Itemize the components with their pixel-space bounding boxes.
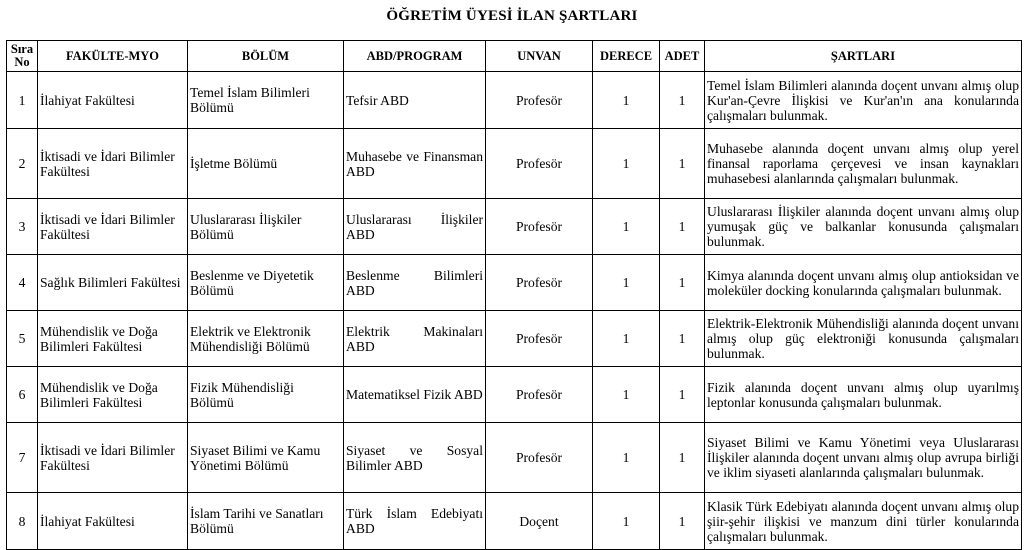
program-cell: Matematiksel Fizik ABD [344,367,486,423]
program-cell: Türk İslam Edebiyatı ABD [344,493,486,550]
announcement-table [6,40,1022,550]
table-row [7,199,1022,255]
row-number: 4 [7,255,38,311]
faculty-cell: İlahiyat Fakültesi [38,72,188,129]
degree-cell: 1 [593,199,660,255]
count-cell: 1 [660,199,705,255]
department-cell: Siyaset Bilimi ve Kamu Yönetimi Bölümü [188,423,344,493]
faculty-cell: İktisadi ve İdari Bilimler Fakültesi [38,129,188,199]
count-cell: 1 [660,255,705,311]
header-sira-no [7,41,38,72]
table-row [7,493,1022,550]
faculty-cell: İktisadi ve İdari Bilimler Fakültesi [38,199,188,255]
degree-cell: 1 [593,493,660,550]
count-cell: 1 [660,493,705,550]
count-cell: 1 [660,423,705,493]
title-cell: Profesör [486,423,593,493]
count-cell: 1 [660,367,705,423]
count-cell: 1 [660,311,705,367]
table-row [7,255,1022,311]
row-number: 8 [7,493,38,550]
program-cell: Siyaset ve Sosyal Bilimler ABD [344,423,486,493]
title-cell: Profesör [486,367,593,423]
header-sira-line1: Sıra [10,42,34,56]
header-derece: DERECE [593,41,660,72]
document-title: ÖĞRETİM ÜYESİ İLAN ŞARTLARI [386,8,638,24]
conditions-cell: Muhasebe alanında doçent unvanı almış olup yerel finansal raporlama çerçevesi ve insan kaynakları muhasebesi alanlarında çalışmaları bulunmak. [705,129,1022,199]
count-cell: 1 [660,129,705,199]
header-sartlar: ŞARTLARI [705,41,1022,72]
header-adet: ADET [660,41,705,72]
department-cell: İslam Tarihi ve Sanatları Bölümü [188,493,344,550]
row-number: 2 [7,129,38,199]
conditions-cell: Uluslararası İlişkiler alanında doçent unvanı almış olup yumuşak güç ve balkanlar konusunda çalışmaları bulunmak. [705,199,1022,255]
faculty-cell: İktisadi ve İdari Bilimler Fakültesi [38,423,188,493]
department-cell: İşletme Bölümü [188,129,344,199]
row-number: 7 [7,423,38,493]
table-row [7,423,1022,493]
row-number: 3 [7,199,38,255]
row-number: 1 [7,72,38,129]
conditions-cell: Siyaset Bilimi ve Kamu Yönetimi veya Uluslararası İlişkiler alanında doçent unvanı almış olup avrupa birliği ve iklim siyaseti alanlarında çalışmaları bulunmak. [705,423,1022,493]
title-cell: Profesör [486,255,593,311]
program-cell: Beslenme Bilimleri ABD [344,255,486,311]
table-row [7,311,1022,367]
table-row [7,72,1022,129]
conditions-cell: Elektrik-Elektronik Mühendisliği alanında doçent unvanı almış olup güç elektroniği konusunda çalışmaları bulunmak. [705,311,1022,367]
degree-cell: 1 [593,72,660,129]
degree-cell: 1 [593,367,660,423]
header-fakulte: FAKÜLTE-MYO [38,41,188,72]
header-abd: ABD/PROGRAM [344,41,486,72]
department-cell: Elektrik ve Elektronik Mühendisliği Bölümü [188,311,344,367]
faculty-cell: Mühendislik ve Doğa Bilimleri Fakültesi [38,367,188,423]
header-sira-line2: No [14,55,30,69]
degree-cell: 1 [593,129,660,199]
header-row [7,41,1022,72]
header-unvan: UNVAN [486,41,593,72]
title-cell: Profesör [486,311,593,367]
department-cell: Beslenme ve Diyetetik Bölümü [188,255,344,311]
faculty-cell: Mühendislik ve Doğa Bilimleri Fakültesi [38,311,188,367]
department-cell: Fizik Mühendisliği Bölümü [188,367,344,423]
conditions-cell: Klasik Türk Edebiyatı alanında doçent unvanı almış olup şiir-şehir ilişkisi ve manzum dini türler konularında çalışmaları bulunmak. [705,493,1022,550]
program-cell: Uluslararası İlişkiler ABD [344,199,486,255]
conditions-cell: Temel İslam Bilimleri alanında doçent unvanı almış olup Kur'an-Çevre İlişkisi ve Kur'an'ın ana konularında çalışmaları bulunmak. [705,72,1022,129]
count-cell: 1 [660,72,705,129]
title-cell: Profesör [486,199,593,255]
title-cell: Profesör [486,129,593,199]
table-row [7,367,1022,423]
conditions-cell: Kimya alanında doçent unvanı almış olup antioksidan ve moleküler docking konularında çalışmaları bulunmak. [705,255,1022,311]
department-cell: Uluslararası İlişkiler Bölümü [188,199,344,255]
program-cell: Elektrik Makinaları ABD [344,311,486,367]
degree-cell: 1 [593,255,660,311]
table-row [7,129,1022,199]
department-cell: Temel İslam Bilimleri Bölümü [188,72,344,129]
program-cell: Tefsir ABD [344,72,486,129]
degree-cell: 1 [593,311,660,367]
title-cell: Doçent [486,493,593,550]
degree-cell: 1 [593,423,660,493]
faculty-cell: İlahiyat Fakültesi [38,493,188,550]
row-number: 6 [7,367,38,423]
row-number: 5 [7,311,38,367]
header-bolum: BÖLÜM [188,41,344,72]
title-cell: Profesör [486,72,593,129]
program-cell: Muhasebe ve Finansman ABD [344,129,486,199]
faculty-cell: Sağlık Bilimleri Fakültesi [38,255,188,311]
conditions-cell: Fizik alanında doçent unvanı almış olup uyarılmış leptonlar konusunda çalışmaları bulunmak. [705,367,1022,423]
